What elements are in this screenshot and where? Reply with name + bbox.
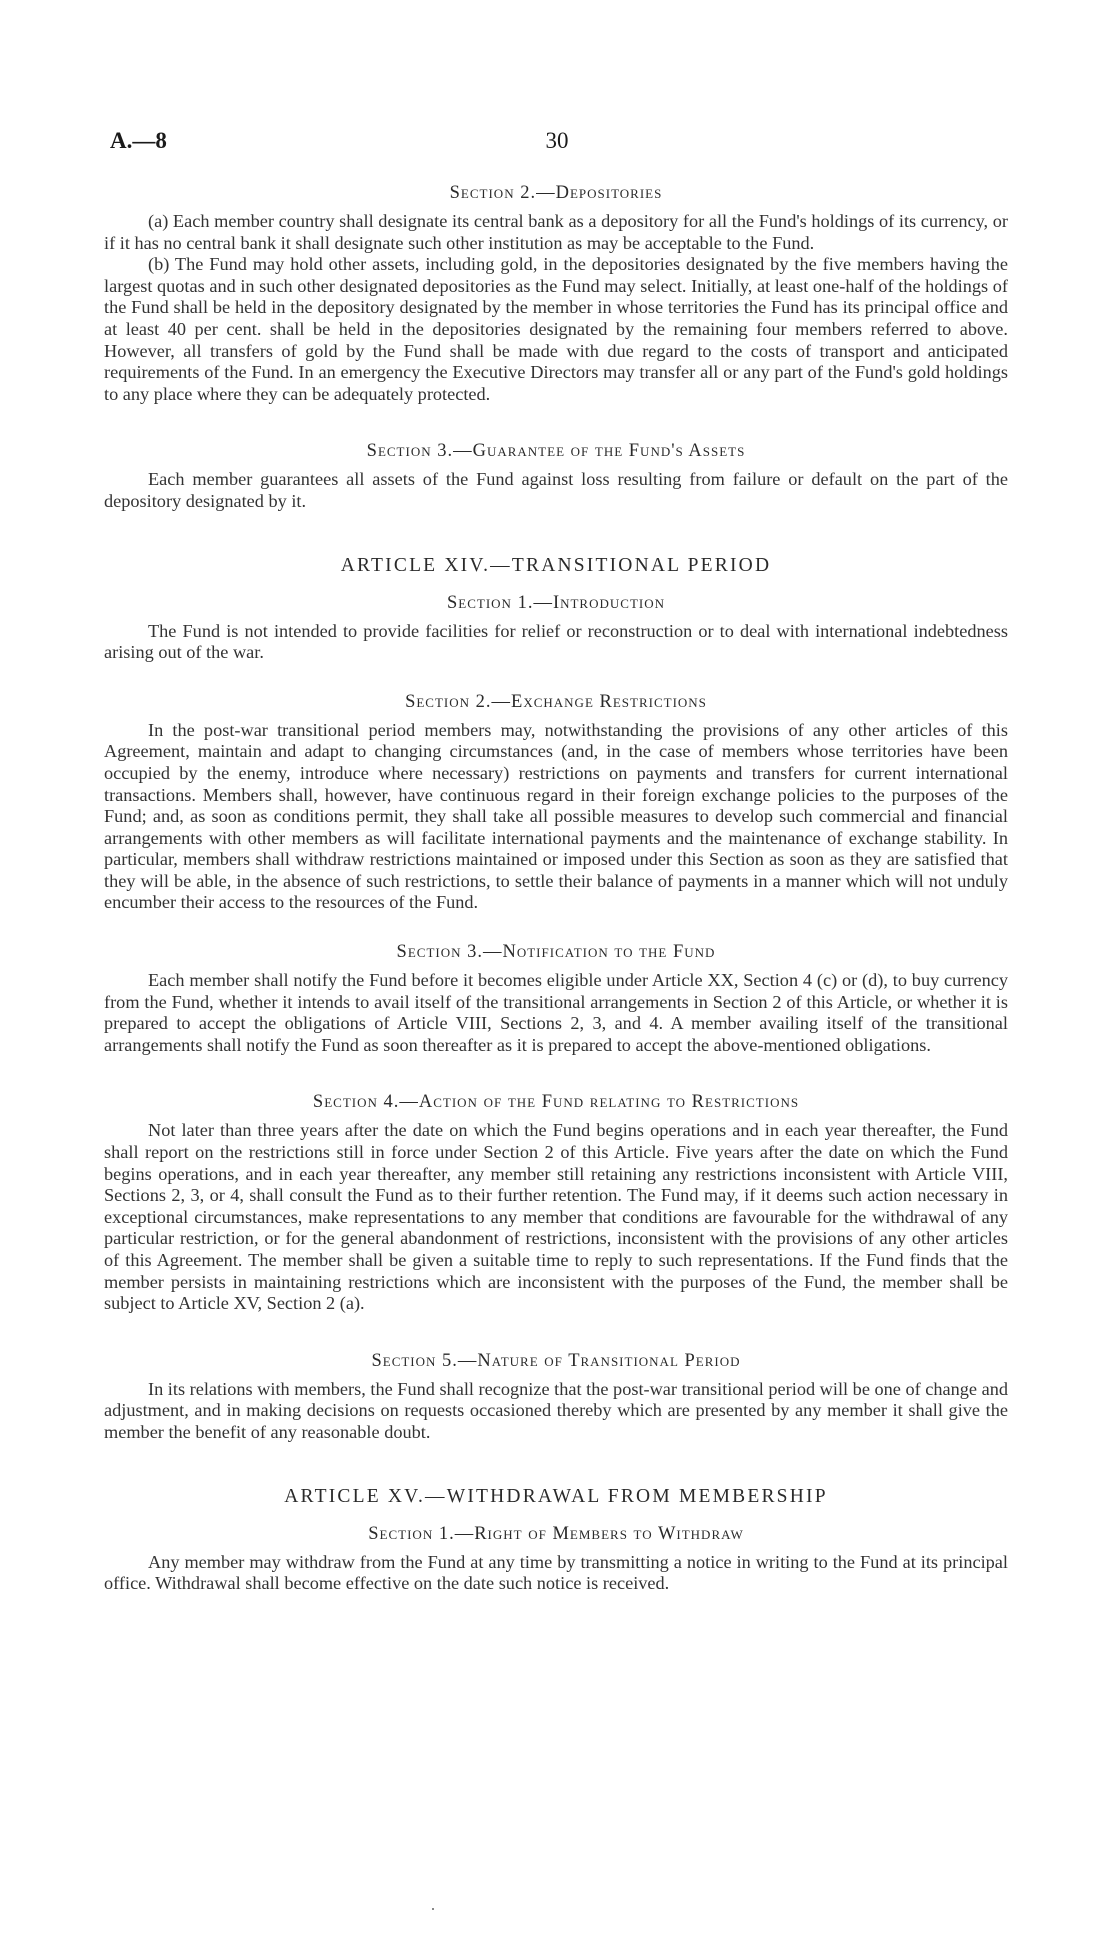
section-2-depositories-heading: Section 2.—Depositories — [449, 183, 663, 203]
xiv-notification-paragraph: Each member shall notify the Fund before it becomes eligible under Article XX, Section 4 (c) or (d), to buy currency from the Fund, whether it intends to avail itself of the transitional arrangements in Section 2 of this Article, or whether it is prepared to accept the obligations of Article VIII, Sections 2, 3, and 4. A member availing itself of the transitional arrangements shall notify the Fund as soon thereafter as it is prepared to accept the above-mentioned obligations. — [104, 970, 1008, 1055]
document-body — [104, 181, 1008, 1595]
page-number: 30 — [545, 128, 569, 153]
xiv-nature-paragraph: In its relations with members, the Fund shall recognize that the post-war transitional period will be one of change and adjustment, and in making decisions on requests occasioned thereby which are presented by any member it shall give the member the benefit of any reasonable doubt. — [104, 1378, 1009, 1442]
depositories-paragraph-a: (a) Each member country shall designate its central bank as a depository for all the Fund's holdings of its currency, or if it has no central bank it shall designate such other institution as may be acceptable to the Fund. — [104, 211, 1008, 253]
xiv-section-4-heading: Section 4.—Action of the Fund relating to Restrictions — [312, 1092, 800, 1113]
xiv-section-1-heading: Section 1.—Introduction — [447, 592, 665, 613]
depositories-paragraph-b: (b) The Fund may hold other assets, including gold, in the depositories designated by the five members having the largest quotas and in such other designated depositories as the Fund may select. Initially, at least one-half of the holdings of the Fund shall be held in the depository designated by the member in whose territories the Fund has its principal office and at least 40 per cent. shall be held in the depositories designated by the remaining four members referred to above. However, all transfers of gold by the Fund shall be made with due regard to the costs of transport and anticipated requirements of the Fund. In an emergency the Executive Directors may transfer all or any part of the Fund's gold holdings to any place where they can be adequately protected. — [104, 254, 1008, 404]
xiv-exchange-restrictions-paragraph: In the post-war transitional period members may, notwithstanding the provisions of any other articles of this Agreement, maintain and adapt to changing circumstances (and, in the case of members whose territories have been occupied by the enemy, introduce where necessary) restrictions on payments and transfers for current international transactions. Members shall, however, have continuous regard in their foreign exchange policies to the purposes of the Fund; and, as soon as conditions permit, they shall take all possible measures to develop such commercial and financial arrangements with other members as will facilitate international payments and the maintenance of exchange stability. In particular, members shall withdraw restrictions maintained or imposed under this Section as soon as they are satisfied that they will be able, in the absence of such restrictions, to settle their balance of payments in a manner which will not unduly encumber their access to the resources of the Fund. — [104, 719, 1008, 913]
page-header — [0, 128, 1114, 158]
article-xiv-heading: ARTICLE XIV.—TRANSITIONAL PERIOD — [340, 554, 772, 576]
print-speck — [432, 1908, 434, 1910]
xv-withdrawal-paragraph: Any member may withdraw from the Fund at any time by transmitting a notice in writing to the Fund at its principal office. Withdrawal shall become effective on the date such notice is received. — [104, 1551, 1008, 1594]
guarantee-paragraph: Each member guarantees all assets of the Fund against loss resulting from failure or default on the part of the depository designated by it. — [104, 469, 1008, 511]
xiv-section-5-heading: Section 5.—Nature of Transitional Period — [371, 1350, 741, 1371]
xiv-action-paragraph: Not later than three years after the date on which the Fund begins operations and in each year thereafter, the Fund shall report on the restrictions still in force under Section 2 of this Article. Five years after the date on which the Fund begins operations, and in each year thereafter, any member still retaining any restrictions inconsistent with Article VIII, Sections 2, 3, or 4, shall consult the Fund as to their further retention. The Fund may, if it deems such action necessary in exceptional circumstances, make representations to any member that conditions are favourable for the withdrawal of any particular restriction, or for the general abandonment of restrictions, inconsistent with the provisions of any other articles of this Agreement. The member shall be given a suitable time to reply to such representations. If the Fund finds that the member persists in maintaining restrictions which are inconsistent with the purposes of the Fund, the member shall be subject to Article XV, Section 2 (a). — [104, 1120, 1008, 1314]
xiv-section-3-heading: Section 3.—Notification to the Fund — [396, 942, 716, 963]
xv-section-1-heading: Section 1.—Right of Members to Withdraw — [368, 1523, 744, 1544]
xiv-introduction-paragraph: The Fund is not intended to provide facilities for relief or reconstruction or to deal with international indebtedness arising out of the war. — [104, 620, 1008, 663]
page-id: A.—8 — [110, 128, 167, 153]
section-3-guarantee-heading: Section 3.—Guarantee of the Fund's Assets — [366, 441, 746, 462]
article-xv-heading: ARTICLE XV.—WITHDRAWAL FROM MEMBERSHIP — [284, 1485, 828, 1507]
xiv-section-2-heading: Section 2.—Exchange Restrictions — [405, 691, 707, 712]
